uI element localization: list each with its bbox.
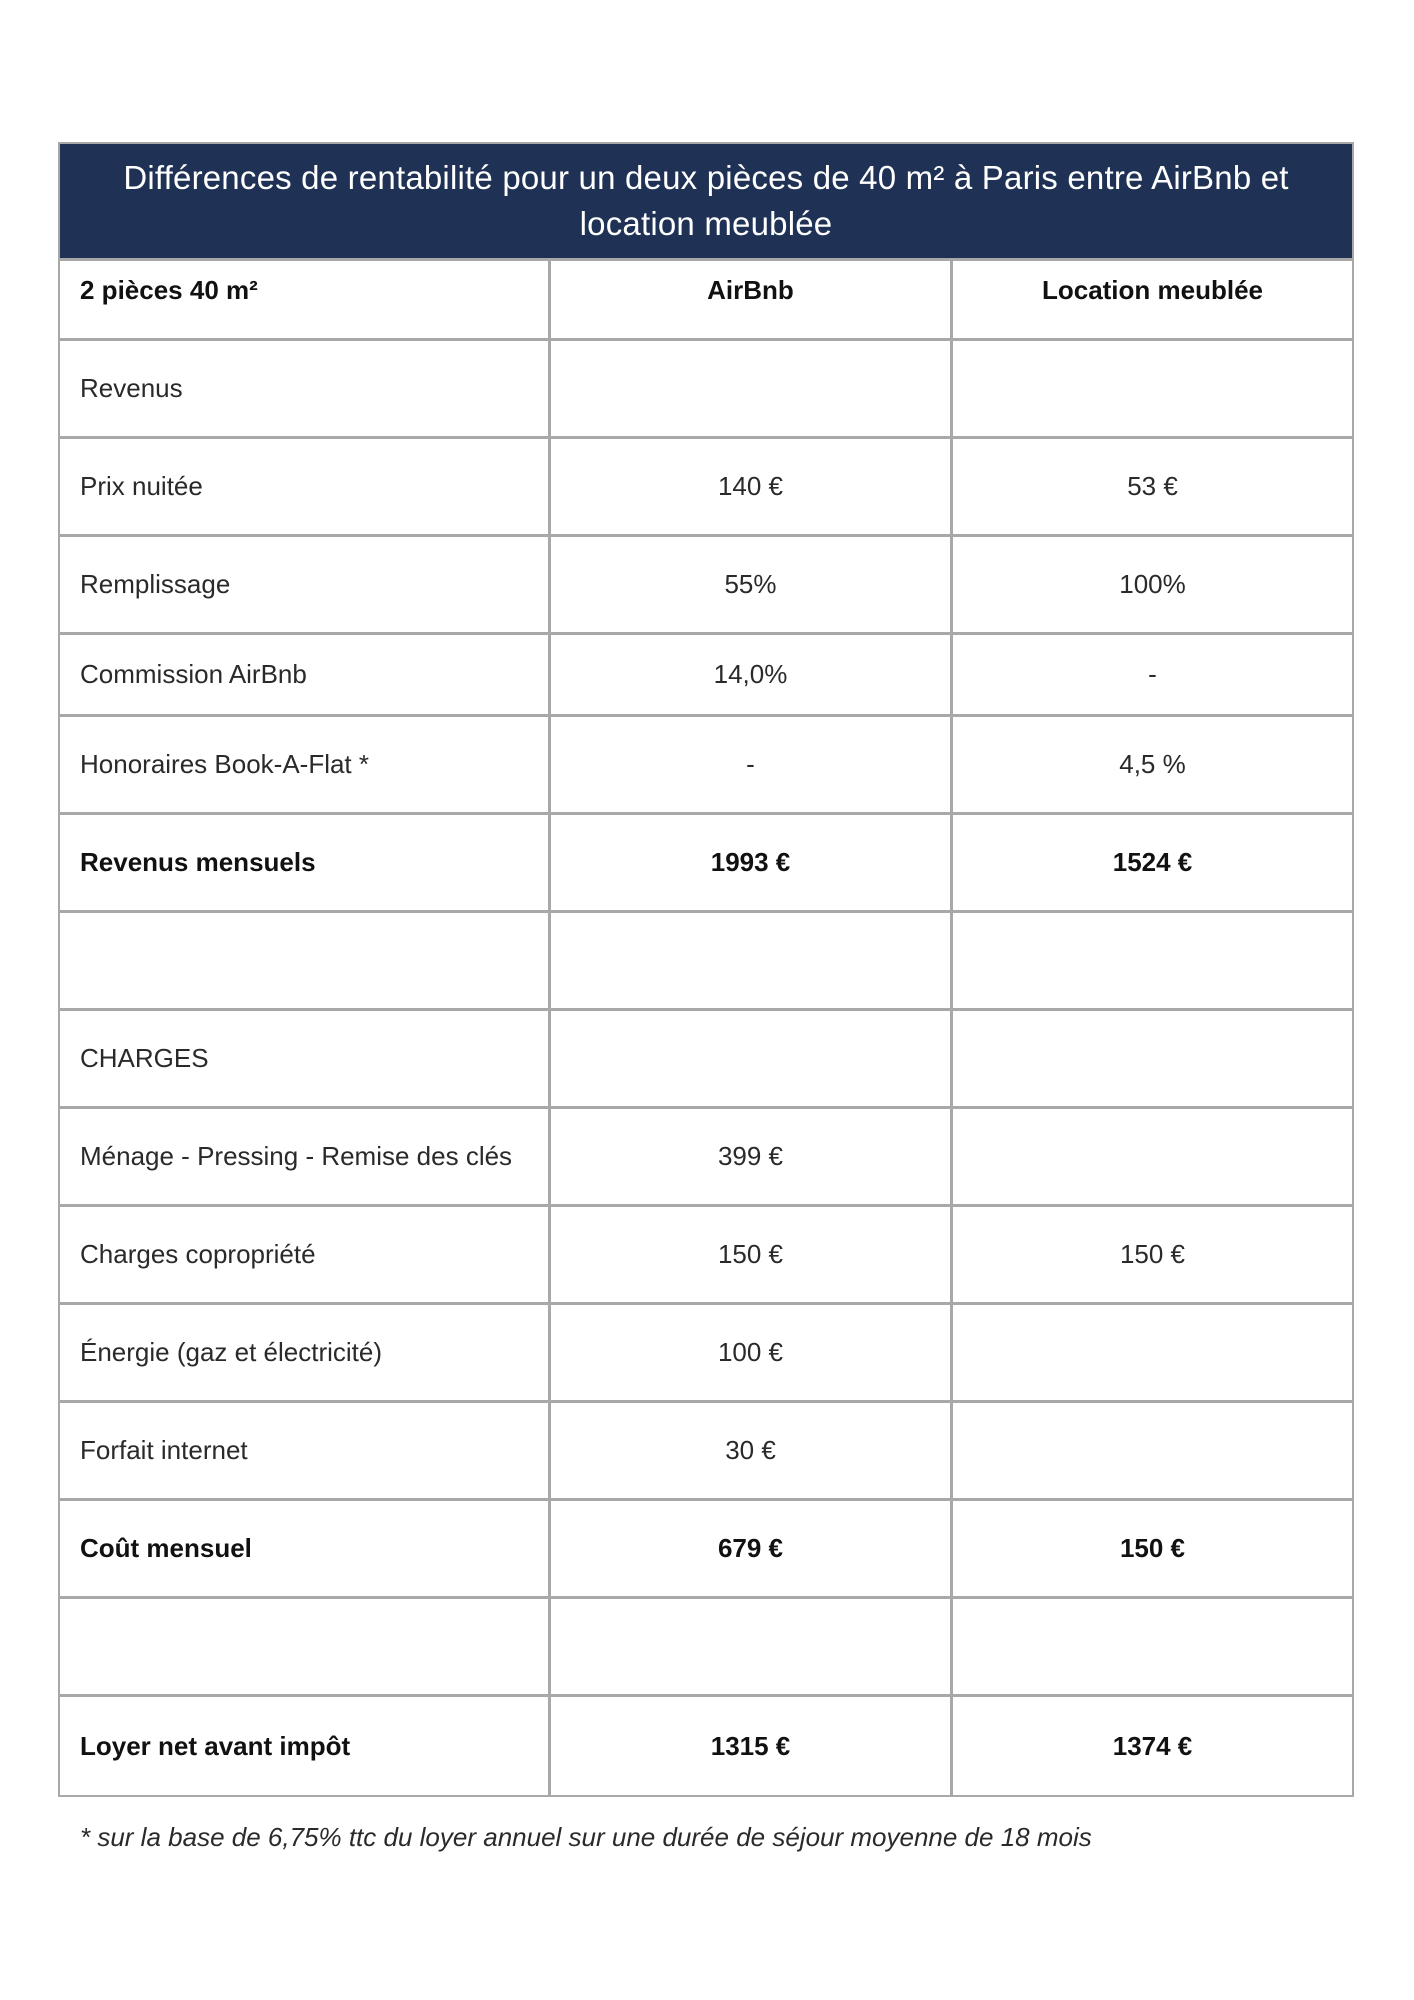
airbnb-value — [551, 1599, 953, 1697]
airbnb-value — [551, 913, 953, 1011]
row-label: Énergie (gaz et électricité) — [60, 1305, 551, 1403]
row-label: Prix nuitée — [60, 439, 551, 537]
location-value — [953, 341, 1352, 439]
row-label: Honoraires Book-A-Flat * — [60, 717, 551, 815]
airbnb-value: 150 € — [551, 1207, 953, 1305]
row-label: CHARGES — [60, 1011, 551, 1109]
row-label — [60, 1599, 551, 1697]
airbnb-value: 679 € — [551, 1501, 953, 1599]
row-label — [60, 913, 551, 1011]
footnote: * sur la base de 6,75% ttc du loyer annuel sur une durée de séjour moyenne de 18 mois — [80, 1822, 1092, 1852]
location-value: 4,5 % — [953, 717, 1352, 815]
row-label: Commission AirBnb — [60, 635, 551, 717]
location-value: 1524 € — [953, 815, 1352, 913]
location-value — [953, 913, 1352, 1011]
row-label: Revenus mensuels — [60, 815, 551, 913]
row-label: Remplissage — [60, 537, 551, 635]
location-value — [953, 1305, 1352, 1403]
location-value: 100% — [953, 537, 1352, 635]
location-value — [953, 1011, 1352, 1109]
airbnb-value — [551, 1011, 953, 1109]
table-title-bar — [60, 144, 1352, 261]
row-label: Revenus — [60, 341, 551, 439]
location-value: - — [953, 635, 1352, 717]
row-label: Forfait internet — [60, 1403, 551, 1501]
airbnb-value: 399 € — [551, 1109, 953, 1207]
location-value: 150 € — [953, 1501, 1352, 1599]
airbnb-value: 14,0% — [551, 635, 953, 717]
airbnb-value: 140 € — [551, 439, 953, 537]
airbnb-value: 100 € — [551, 1305, 953, 1403]
table-title: Différences de rentabilité pour un deux pièces de 40 m² à Paris entre AirBnb et location meublée — [123, 159, 1289, 242]
airbnb-value: 30 € — [551, 1403, 953, 1501]
header-cell-property: 2 pièces 40 m² — [60, 261, 551, 341]
airbnb-value: 1315 € — [551, 1697, 953, 1795]
airbnb-value: 1993 € — [551, 815, 953, 913]
location-value: 53 € — [953, 439, 1352, 537]
comparison-table — [58, 142, 1354, 1797]
table-grid — [60, 261, 1352, 1795]
row-label: Loyer net avant impôt — [60, 1697, 551, 1795]
location-value — [953, 1109, 1352, 1207]
airbnb-value — [551, 341, 953, 439]
location-value — [953, 1599, 1352, 1697]
row-label: Coût mensuel — [60, 1501, 551, 1599]
header-cell-airbnb: AirBnb — [551, 261, 953, 341]
row-label: Ménage - Pressing - Remise des clés — [60, 1109, 551, 1207]
location-value — [953, 1403, 1352, 1501]
location-value: 1374 € — [1112, 1730, 1193, 1761]
airbnb-value: - — [551, 717, 953, 815]
airbnb-value: 55% — [551, 537, 953, 635]
location-value: 150 € — [953, 1207, 1352, 1305]
row-label: Charges copropriété — [60, 1207, 551, 1305]
header-cell-location-meublee: Location meublée — [953, 261, 1352, 341]
